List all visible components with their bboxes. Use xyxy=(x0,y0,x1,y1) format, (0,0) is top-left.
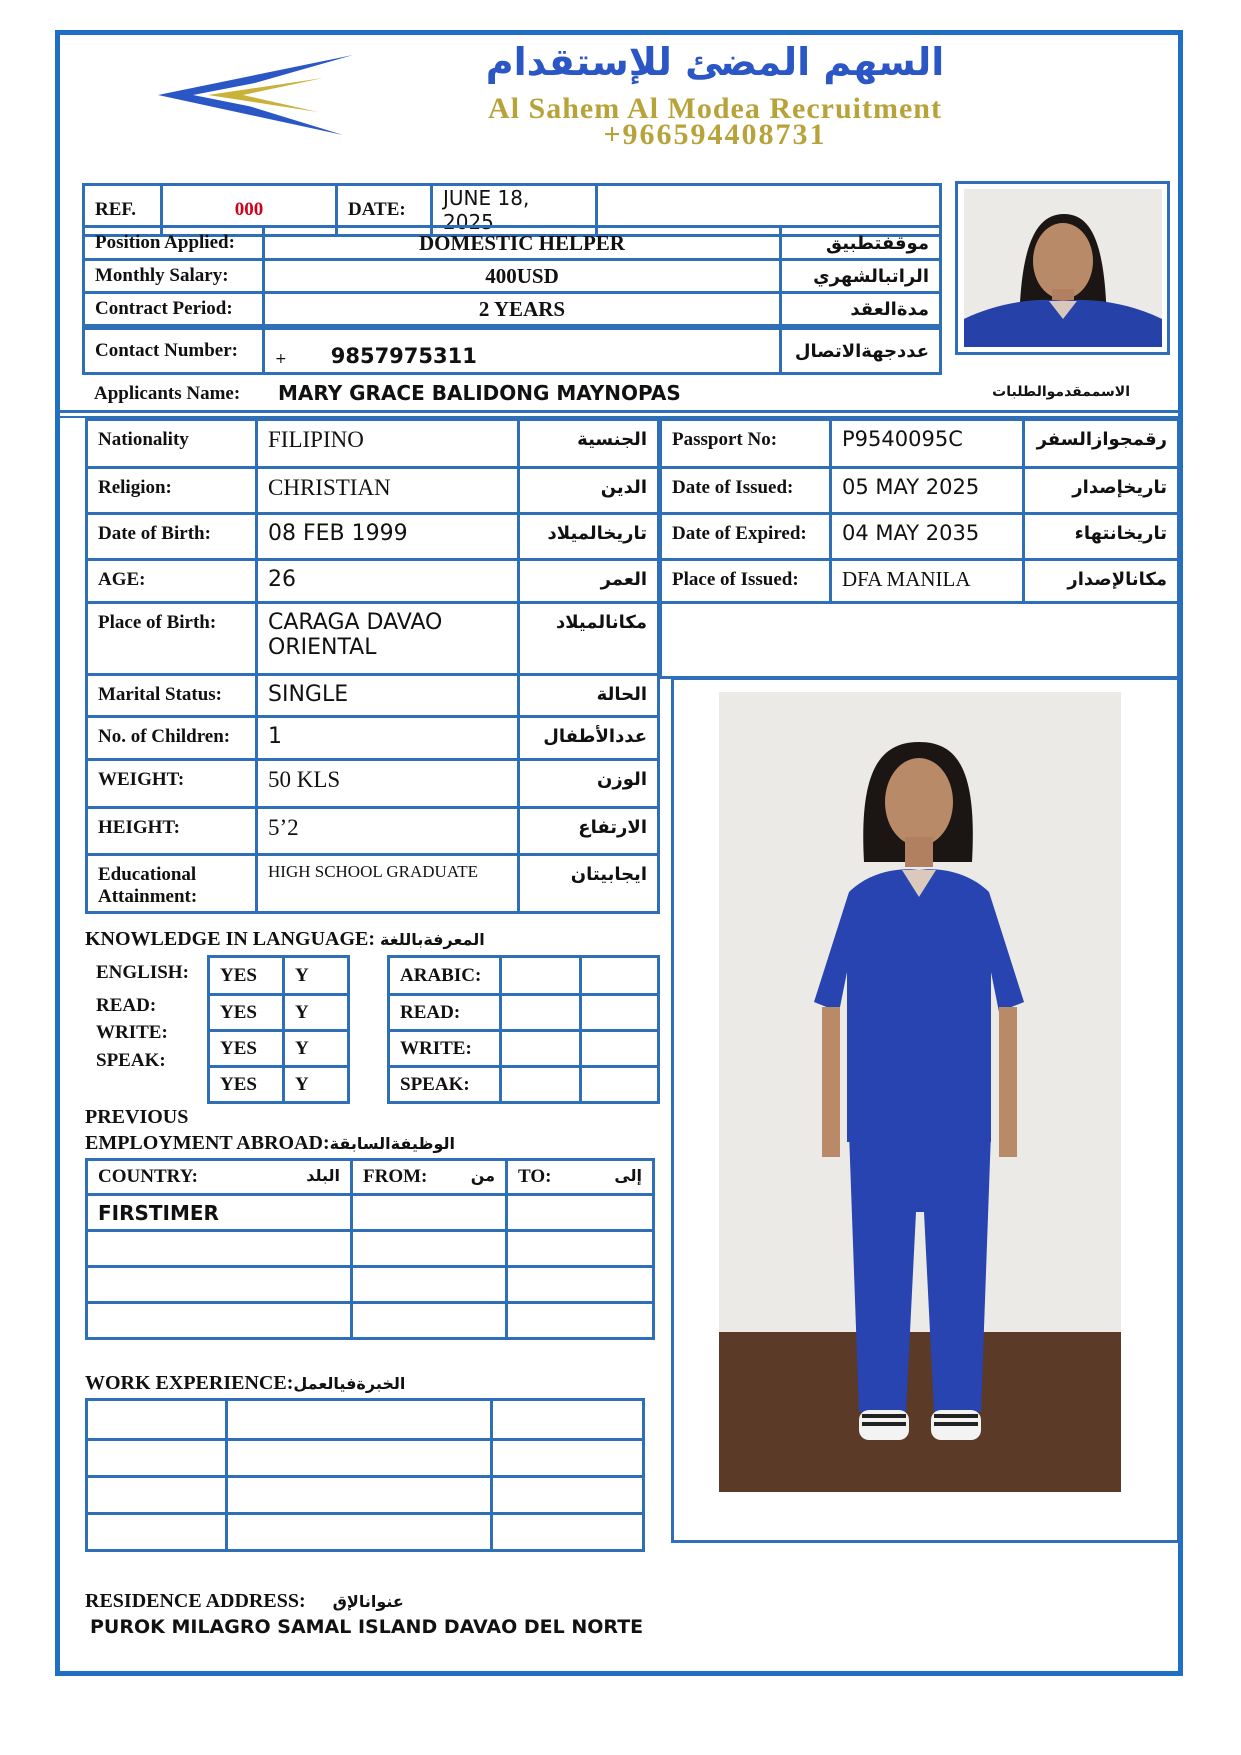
passport-info-table xyxy=(659,418,1180,604)
applicant-name-arabic: الاسممقدموالطلبات xyxy=(992,384,1130,400)
write-label: WRITE: xyxy=(96,1022,168,1043)
english-row xyxy=(209,1067,349,1103)
work-experience-table xyxy=(85,1398,645,1552)
applicant-name-value: MARY GRACE BALIDONG MAYNOPAS xyxy=(278,381,681,405)
passport-value: 04 MAY 2035 xyxy=(831,514,1024,560)
passport-arabic: تاريخإصدار xyxy=(1024,468,1179,514)
personal-arabic: مكانالميلاد xyxy=(519,603,659,675)
position-value: DOMESTIC HELPER xyxy=(264,227,781,260)
contact-table xyxy=(82,327,942,375)
personal-label: Religion: xyxy=(87,468,257,514)
arabic-skill-value xyxy=(501,995,581,1031)
fullbody-image xyxy=(719,692,1121,1492)
employment-row xyxy=(87,1303,654,1339)
passport-value: P9540095C xyxy=(831,420,1024,468)
work-row xyxy=(87,1400,644,1440)
arabic-row xyxy=(389,957,659,995)
personal-value: 26 xyxy=(257,560,519,603)
residence-value: PUROK MILAGRO SAMAL ISLAND DAVAO DEL NORTE xyxy=(90,1616,644,1638)
employment-from-cell xyxy=(352,1195,507,1231)
personal-value: 1 xyxy=(257,717,519,760)
language-section-title: KNOWLEDGE IN LANGUAGE: المعرفةباللغة xyxy=(85,928,485,950)
employment-row xyxy=(87,1267,654,1303)
contact-value: + 9857975311 xyxy=(264,329,781,374)
section-divider xyxy=(57,410,1182,413)
contact-label: Contact Number: xyxy=(84,329,264,374)
english-yes-cell: YES xyxy=(209,1031,284,1067)
personal-arabic: الارتفاع xyxy=(519,808,659,855)
arabic-skill-flag xyxy=(581,957,659,995)
salary-value: 400USD xyxy=(264,260,781,293)
personal-row xyxy=(87,514,659,560)
arabic-skill-label: READ: xyxy=(389,995,501,1031)
passport-label: Passport No: xyxy=(661,420,831,468)
contract-arabic: مدةالعقد xyxy=(781,293,941,326)
english-row xyxy=(209,1031,349,1067)
employment-title-line1: PREVIOUS xyxy=(85,1106,189,1128)
arabic-skill-value xyxy=(501,1031,581,1067)
personal-arabic: الدين xyxy=(519,468,659,514)
company-name-arabic: السهم المضئ للإستقدام xyxy=(485,40,945,84)
passport-blank-area xyxy=(659,602,1180,679)
passport-value: DFA MANILA xyxy=(831,560,1024,603)
read-label: READ: xyxy=(96,995,157,1016)
contract-label: Contract Period: xyxy=(84,293,264,326)
english-language-table xyxy=(207,955,350,1104)
arabic-row xyxy=(389,1031,659,1067)
date-value: JUNE 18, 2025 xyxy=(432,185,597,236)
passport-label: Place of Issued: xyxy=(661,560,831,603)
arabic-skill-value xyxy=(501,957,581,995)
english-yes-cell: YES xyxy=(209,1067,284,1103)
personal-label: Educational Attainment: xyxy=(87,855,257,913)
company-header xyxy=(125,40,1125,150)
personal-value: 08 FEB 1999 xyxy=(257,514,519,560)
employment-country-header: COUNTRY: البلد xyxy=(87,1160,352,1195)
employment-row xyxy=(87,1195,654,1231)
english-flag-cell: Y xyxy=(284,957,349,995)
salary-arabic: الراتبالشهري xyxy=(781,260,941,293)
english-row xyxy=(209,995,349,1031)
company-logo xyxy=(153,50,353,140)
passport-label: Date of Expired: xyxy=(661,514,831,560)
personal-row xyxy=(87,717,659,760)
personal-value: 50 KLS xyxy=(257,760,519,808)
personal-value: FILIPINO xyxy=(257,420,519,468)
portrait-image xyxy=(964,189,1162,347)
passport-row xyxy=(661,468,1179,514)
job-info-table xyxy=(82,225,942,327)
fullbody-photo-frame xyxy=(671,677,1180,1543)
arabic-skill-flag xyxy=(581,995,659,1031)
date-label: DATE: xyxy=(337,185,432,236)
personal-arabic: الوزن xyxy=(519,760,659,808)
contract-value: 2 YEARS xyxy=(264,293,781,326)
passport-arabic: تاريخانتهاء xyxy=(1024,514,1179,560)
personal-row xyxy=(87,603,659,675)
personal-value: CHRISTIAN xyxy=(257,468,519,514)
work-row xyxy=(87,1477,644,1514)
passport-arabic: رقمجوازالسفر xyxy=(1024,420,1179,468)
personal-label: Place of Birth: xyxy=(87,603,257,675)
english-yes-cell: YES xyxy=(209,957,284,995)
personal-row xyxy=(87,468,659,514)
arabic-row xyxy=(389,1067,659,1103)
arabic-skill-label: ARABIC: xyxy=(389,957,501,995)
salary-label: Monthly Salary: xyxy=(84,260,264,293)
arabic-skill-label: SPEAK: xyxy=(389,1067,501,1103)
personal-value: 5’2 xyxy=(257,808,519,855)
personal-arabic: عددالأطفال xyxy=(519,717,659,760)
personal-arabic: الجنسية xyxy=(519,420,659,468)
applicant-portrait-frame xyxy=(955,181,1170,355)
passport-arabic: مكانالإصدار xyxy=(1024,560,1179,603)
company-name-english: Al Sahem Al Modea Recruitment xyxy=(488,92,942,125)
passport-row xyxy=(661,420,1179,468)
employment-to-cell xyxy=(507,1195,654,1231)
passport-row xyxy=(661,514,1179,560)
personal-arabic: الحالة xyxy=(519,675,659,717)
arabic-row xyxy=(389,995,659,1031)
personal-row xyxy=(87,808,659,855)
employment-to-header: TO: إلى xyxy=(507,1160,654,1195)
passport-row xyxy=(661,560,1179,603)
position-label: Position Applied: xyxy=(84,227,264,260)
personal-label: Date of Birth: xyxy=(87,514,257,560)
personal-label: Nationality xyxy=(87,420,257,468)
passport-label: Date of Issued: xyxy=(661,468,831,514)
employment-title-line2: EMPLOYMENT ABROAD:الوظيفةالسابقة xyxy=(85,1132,455,1154)
fullbody-photo xyxy=(719,692,1121,1492)
arabic-skill-label: WRITE: xyxy=(389,1031,501,1067)
arabic-skill-value xyxy=(501,1067,581,1103)
personal-row xyxy=(87,420,659,468)
arabic-skill-flag xyxy=(581,1031,659,1067)
personal-label: HEIGHT: xyxy=(87,808,257,855)
employment-from-header: FROM: من xyxy=(352,1160,507,1195)
english-label: ENGLISH: xyxy=(96,962,189,983)
work-row xyxy=(87,1514,644,1551)
personal-label: Marital Status: xyxy=(87,675,257,717)
personal-row xyxy=(87,855,659,913)
personal-row xyxy=(87,760,659,808)
english-row xyxy=(209,957,349,995)
position-arabic: موقفتطبيق xyxy=(781,227,941,260)
english-flag-cell: Y xyxy=(284,1031,349,1067)
employment-row xyxy=(87,1231,654,1267)
residence-label: RESIDENCE ADDRESS: عنوانالإق xyxy=(85,1590,404,1612)
personal-arabic: العمر xyxy=(519,560,659,603)
personal-label: WEIGHT: xyxy=(87,760,257,808)
work-experience-title: WORK EXPERIENCE:الخبرةفيالعمل xyxy=(85,1372,406,1394)
english-yes-cell: YES xyxy=(209,995,284,1031)
personal-arabic: تاريخالميلاد xyxy=(519,514,659,560)
company-phone: +966594408731 xyxy=(603,118,827,151)
applicant-portrait xyxy=(964,189,1162,347)
personal-info-table xyxy=(85,418,660,914)
personal-row xyxy=(87,675,659,717)
personal-label: AGE: xyxy=(87,560,257,603)
ref-label: REF. xyxy=(84,185,162,236)
english-flag-cell: Y xyxy=(284,995,349,1031)
personal-value: SINGLE xyxy=(257,675,519,717)
personal-label: No. of Children: xyxy=(87,717,257,760)
personal-value: HIGH SCHOOL GRADUATE xyxy=(257,855,519,913)
arabic-skill-flag xyxy=(581,1067,659,1103)
english-flag-cell: Y xyxy=(284,1067,349,1103)
ref-value: 000 xyxy=(162,185,337,236)
contact-arabic: عددجهةالاتصال xyxy=(781,329,941,374)
personal-value: CARAGA DAVAO ORIENTAL xyxy=(257,603,519,675)
personal-arabic: ايجابيتان xyxy=(519,855,659,913)
work-row xyxy=(87,1440,644,1477)
employment-country-cell: FIRSTIMER xyxy=(87,1195,352,1231)
applicant-name-label: Applicants Name: xyxy=(94,383,241,404)
arabic-language-table xyxy=(387,955,660,1104)
employment-table xyxy=(85,1158,655,1340)
passport-value: 05 MAY 2025 xyxy=(831,468,1024,514)
speak-label: SPEAK: xyxy=(96,1050,166,1071)
personal-row xyxy=(87,560,659,603)
